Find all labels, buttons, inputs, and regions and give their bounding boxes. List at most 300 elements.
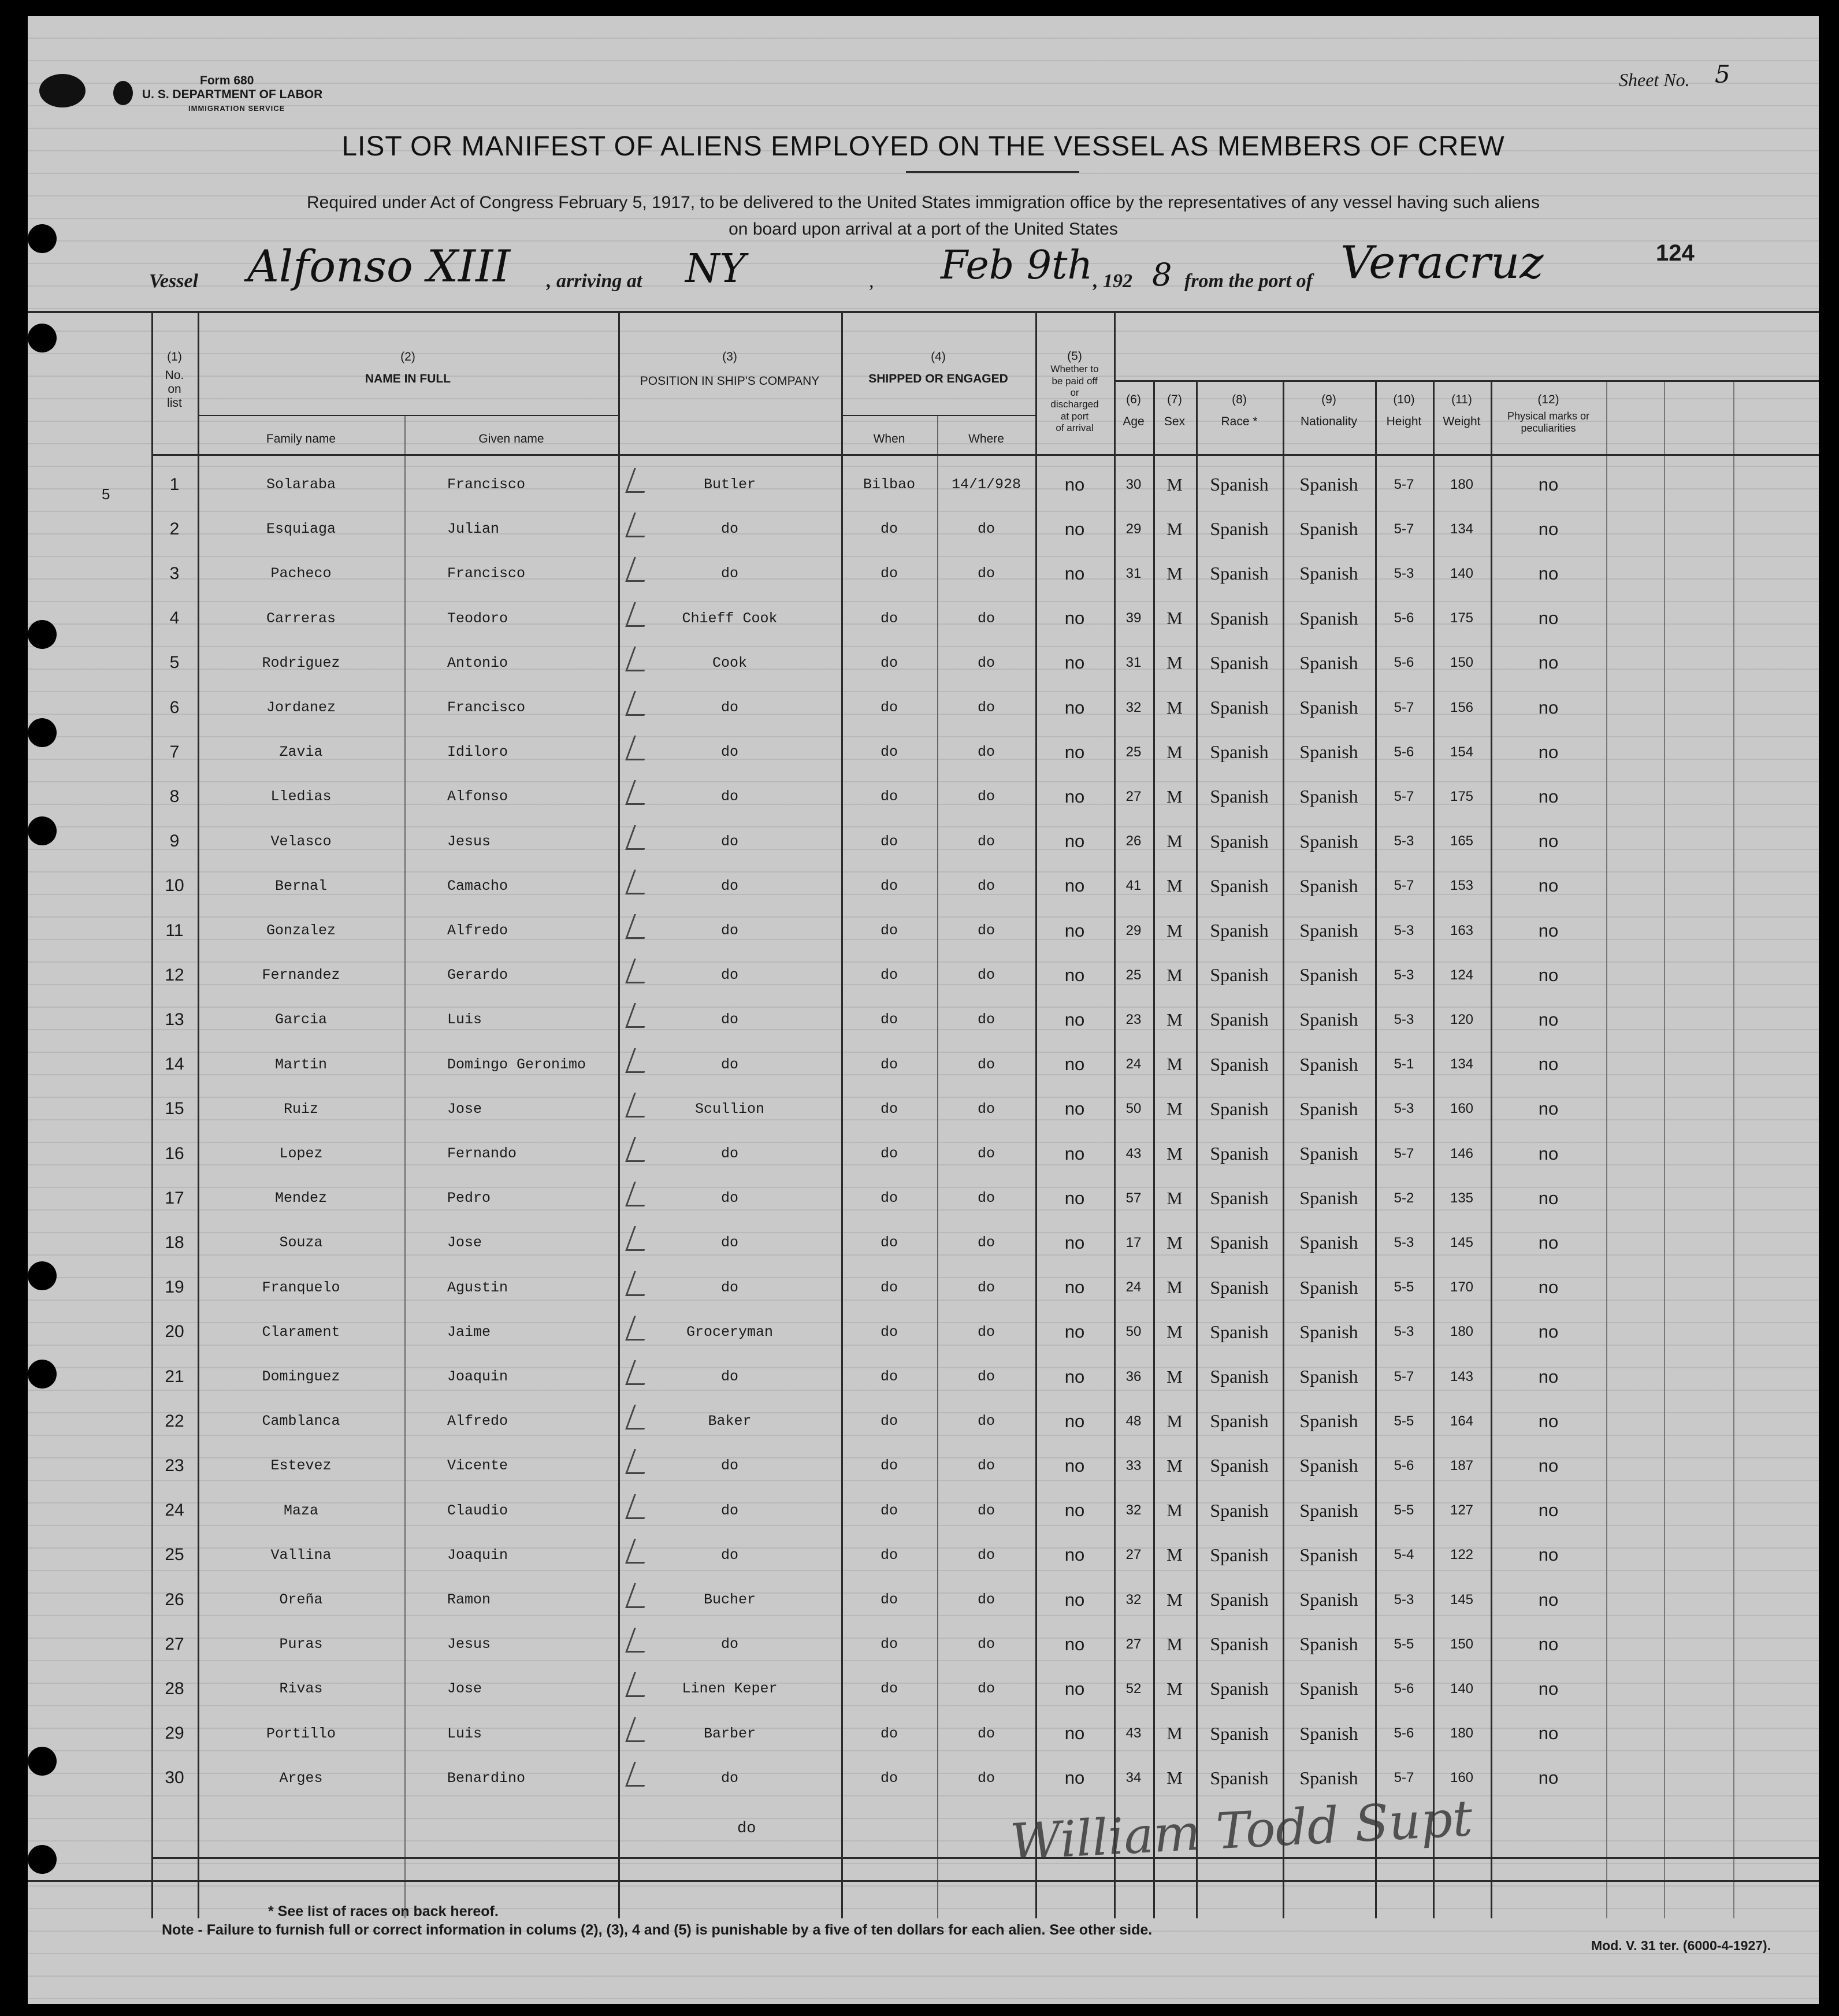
height: 5-7 <box>1394 878 1414 894</box>
height: 5-6 <box>1394 1680 1414 1696</box>
race: Spanish <box>1210 1678 1269 1699</box>
paid-off: no <box>1064 1321 1085 1342</box>
race: Spanish <box>1210 830 1269 852</box>
race: Spanish <box>1210 474 1269 495</box>
races-note: * See list of races on back hereof. <box>268 1903 499 1920</box>
table-row <box>28 1666 1819 1711</box>
race: Spanish <box>1210 1544 1269 1565</box>
sex: M <box>1166 964 1183 985</box>
shipped-when: do <box>880 1011 898 1029</box>
vessel-line-rule <box>28 311 1819 313</box>
given-name: Jaime <box>447 1323 491 1341</box>
shipped-where: do <box>977 1279 995 1296</box>
weight: 180 <box>1450 476 1474 492</box>
paid-off: no <box>1064 1098 1085 1119</box>
given-name: Francisco <box>447 565 526 582</box>
shipped-when: do <box>880 699 898 716</box>
family-name: Zavia <box>279 744 323 761</box>
master-signature: William Todd Supt <box>1008 1789 1474 1872</box>
table-row <box>28 1399 1819 1443</box>
table-row <box>28 462 1819 507</box>
row-number: 18 <box>165 1232 184 1252</box>
physical-marks: no <box>1538 1366 1559 1387</box>
shipped-when: do <box>880 1145 898 1162</box>
race: Spanish <box>1210 964 1269 986</box>
race: Spanish <box>1210 1143 1269 1164</box>
age: 32 <box>1125 1591 1142 1607</box>
position: do <box>720 1234 738 1252</box>
table-row <box>28 1042 1819 1087</box>
position: do <box>720 1011 738 1029</box>
family-name: Esquiaga <box>266 521 336 538</box>
race: Spanish <box>1210 1410 1269 1432</box>
form-model-number: Mod. V. 31 ter. (6000-4-1927). <box>1591 1938 1771 1953</box>
family-name: Vallina <box>270 1546 332 1564</box>
nationality: Spanish <box>1299 1276 1358 1298</box>
table-row <box>28 953 1819 997</box>
given-name: Teodoro <box>447 610 508 627</box>
height: 5-3 <box>1394 1324 1414 1340</box>
family-name: Lledias <box>270 788 332 805</box>
shipped-where: do <box>977 1011 995 1029</box>
row-number: 30 <box>165 1768 184 1788</box>
shipped-when: do <box>880 1056 898 1073</box>
family-name: Carreras <box>266 610 336 627</box>
nationality: Spanish <box>1299 1455 1358 1476</box>
age: 23 <box>1125 1011 1142 1027</box>
race: Spanish <box>1210 741 1269 763</box>
shipped-when: do <box>880 1636 898 1653</box>
weight: 146 <box>1450 1145 1474 1161</box>
shipped-when: do <box>880 744 898 761</box>
col-header-shipped: (4) SHIPPED OR ENGAGED <box>868 350 1008 386</box>
row-number: 23 <box>165 1456 184 1475</box>
age: 43 <box>1125 1725 1142 1742</box>
height: 5-7 <box>1394 1770 1414 1786</box>
family-name: Dominguez <box>262 1368 340 1385</box>
given-name: Francisco <box>447 476 526 493</box>
physical-marks: no <box>1538 1232 1559 1253</box>
given-name: Alfredo <box>447 922 508 939</box>
sex: M <box>1166 474 1183 495</box>
shipped-when: do <box>880 1190 898 1207</box>
weight: 150 <box>1450 655 1474 671</box>
table-row <box>28 685 1819 730</box>
paid-off: no <box>1064 1366 1085 1387</box>
shipped-when: do <box>880 654 898 671</box>
paid-off: no <box>1064 741 1085 762</box>
height: 5-3 <box>1394 1011 1414 1027</box>
shipped-when: do <box>880 1323 898 1341</box>
sex: M <box>1166 608 1183 629</box>
shipped-where: do <box>977 699 995 716</box>
height: 5-3 <box>1394 833 1414 849</box>
nationality: Spanish <box>1299 518 1358 540</box>
col-header-when: When <box>873 432 905 445</box>
height: 5-7 <box>1394 788 1414 804</box>
shipped-where: do <box>977 1100 995 1117</box>
height: 5-3 <box>1394 1591 1414 1607</box>
given-name: Jose <box>447 1100 482 1117</box>
paid-off: no <box>1064 920 1085 941</box>
age: 41 <box>1125 878 1142 894</box>
physical-marks: no <box>1538 1500 1559 1521</box>
note-label: Note <box>162 1922 194 1938</box>
row-number: 3 <box>169 563 180 583</box>
sex: M <box>1166 1545 1183 1565</box>
shipped-where: do <box>977 1502 995 1519</box>
row-number: 27 <box>165 1634 184 1654</box>
shipped-when: do <box>880 833 898 850</box>
col-header-height: (10) Height <box>1386 393 1422 429</box>
shipped-where: do <box>977 967 995 984</box>
family-name: Clarament <box>262 1323 340 1341</box>
weight: 156 <box>1450 699 1474 715</box>
table-row <box>28 1488 1819 1533</box>
table-row <box>28 1310 1819 1354</box>
nationality: Spanish <box>1299 607 1358 629</box>
height: 5-6 <box>1394 610 1414 626</box>
arriving-port: NY <box>685 246 746 292</box>
shipped-when: do <box>880 1546 898 1564</box>
given-name: Claudio <box>447 1502 508 1519</box>
table-row <box>28 1131 1819 1176</box>
shipped-where: do <box>977 1056 995 1073</box>
age: 39 <box>1125 610 1142 626</box>
table-bottom-rule <box>151 1857 1819 1859</box>
race: Spanish <box>1210 1321 1269 1342</box>
physical-marks: no <box>1538 1410 1559 1431</box>
given-name: Jesus <box>447 833 491 850</box>
family-name: Camblanca <box>262 1413 340 1430</box>
table-row <box>28 1265 1819 1310</box>
physical-marks: no <box>1538 652 1559 673</box>
age: 17 <box>1125 1234 1142 1250</box>
table-row <box>28 864 1819 908</box>
manifest-sheet <box>28 16 1819 2004</box>
physical-marks: no <box>1538 1723 1559 1744</box>
table-row <box>28 997 1819 1042</box>
physical-marks: no <box>1538 741 1559 762</box>
shipped-where: do <box>977 922 995 939</box>
shipped-where: do <box>977 1591 995 1608</box>
weight: 122 <box>1450 1547 1474 1563</box>
given-name: Luis <box>447 1011 482 1029</box>
position: Butler <box>703 476 756 493</box>
row-number: 7 <box>169 742 180 762</box>
height: 5-4 <box>1394 1547 1414 1563</box>
position: do <box>720 744 738 761</box>
paid-off: no <box>1064 1500 1085 1521</box>
sex: M <box>1166 697 1183 718</box>
sex: M <box>1166 875 1183 896</box>
height: 5-7 <box>1394 699 1414 715</box>
col-header-position: (3) POSITION IN SHIP'S COMPANY <box>640 350 820 388</box>
subtitle-line-1: Required under Act of Congress February 5, 1917, to be delivered to the United States immigration office by the representatives of any vessel having such aliens <box>307 193 1540 212</box>
row-number: 8 <box>169 786 180 806</box>
row-number: 24 <box>165 1501 184 1520</box>
paid-off: no <box>1064 1768 1085 1788</box>
weight: 124 <box>1450 967 1474 983</box>
weight: 140 <box>1450 565 1474 581</box>
family-name: Martin <box>274 1056 327 1073</box>
paid-off: no <box>1064 1633 1085 1654</box>
arriving-label: , arriving at <box>547 270 642 292</box>
sex: M <box>1166 1768 1183 1788</box>
shipped-when: do <box>880 877 898 894</box>
position: do <box>720 1190 738 1207</box>
shipped-where: do <box>977 1413 995 1430</box>
grid-line <box>841 415 1035 416</box>
family-name: Rodriguez <box>262 654 340 671</box>
nationality: Spanish <box>1299 964 1358 986</box>
weight: 134 <box>1450 1056 1474 1072</box>
col-header-nationality: (9) Nationality <box>1300 393 1358 429</box>
age: 24 <box>1125 1279 1142 1295</box>
ink-blot <box>113 81 133 105</box>
physical-marks: no <box>1538 964 1559 985</box>
position: Cook <box>712 654 747 671</box>
race: Spanish <box>1210 1187 1269 1209</box>
weight: 170 <box>1450 1279 1474 1295</box>
family-name: Fernandez <box>262 967 340 984</box>
family-name: Garcia <box>274 1011 327 1029</box>
sex: M <box>1166 1277 1183 1298</box>
col-header-family-name: Family name <box>266 432 336 445</box>
table-row <box>28 551 1819 596</box>
given-name: Jose <box>447 1234 482 1252</box>
sex: M <box>1166 563 1183 584</box>
paid-off: no <box>1064 875 1085 896</box>
shipped-where: do <box>977 1457 995 1475</box>
row-number: 22 <box>165 1411 184 1431</box>
sex: M <box>1166 1455 1183 1476</box>
age: 24 <box>1125 1056 1142 1072</box>
shipped-when: do <box>880 788 898 805</box>
age: 50 <box>1125 1324 1142 1340</box>
from-port-label: from the port of <box>1184 270 1313 292</box>
given-name: Joaquin <box>447 1368 508 1385</box>
race: Spanish <box>1210 563 1269 584</box>
given-name: Alfredo <box>447 1413 508 1430</box>
table-row <box>28 730 1819 774</box>
family-name: Oreña <box>279 1591 323 1608</box>
shipped-when: do <box>880 1234 898 1252</box>
physical-marks: no <box>1538 1187 1559 1208</box>
sex: M <box>1166 1187 1183 1208</box>
family-name: Velasco <box>270 833 332 850</box>
shipped-when: do <box>880 521 898 538</box>
nationality: Spanish <box>1299 1589 1358 1610</box>
height: 5-7 <box>1394 476 1414 492</box>
physical-marks: no <box>1538 518 1559 539</box>
age: 48 <box>1125 1413 1142 1429</box>
weight: 153 <box>1450 878 1474 894</box>
table-row <box>28 1220 1819 1265</box>
shipped-when: do <box>880 1725 898 1742</box>
row-number: 11 <box>165 920 184 940</box>
row-number: 17 <box>165 1188 184 1208</box>
shipped-when: do <box>880 1591 898 1608</box>
given-name: Ramon <box>447 1591 491 1608</box>
shipped-where: 14/1/928 <box>951 476 1021 493</box>
shipped-where: do <box>977 877 995 894</box>
weight: 175 <box>1450 610 1474 626</box>
age: 31 <box>1125 655 1142 671</box>
family-name: Arges <box>279 1769 323 1787</box>
nationality: Spanish <box>1299 920 1358 941</box>
position: Linen Keper <box>682 1680 778 1698</box>
row-number: 5 <box>169 653 180 673</box>
row-number: 20 <box>165 1322 184 1342</box>
from-port: Veracruz <box>1340 237 1544 289</box>
shipped-where: do <box>977 1546 995 1564</box>
position: Barber <box>703 1725 756 1742</box>
weight: 150 <box>1450 1636 1474 1652</box>
shipped-when: do <box>880 1502 898 1519</box>
height: 5-1 <box>1394 1056 1414 1072</box>
arrival-date: Feb 9th <box>941 243 1093 288</box>
paid-off: no <box>1064 1455 1085 1476</box>
race: Spanish <box>1210 1366 1269 1387</box>
race: Spanish <box>1210 1232 1269 1253</box>
shipped-where: do <box>977 610 995 627</box>
col-header-where: Where <box>968 432 1004 445</box>
row-number: 6 <box>169 697 180 717</box>
weight: 165 <box>1450 833 1474 849</box>
position: do <box>720 877 738 894</box>
race: Spanish <box>1210 875 1269 896</box>
age: 36 <box>1125 1368 1142 1384</box>
physical-marks: no <box>1538 474 1559 495</box>
weight: 180 <box>1450 1725 1474 1742</box>
physical-marks: no <box>1538 1009 1559 1030</box>
position: do <box>720 1769 738 1787</box>
height: 5-5 <box>1394 1279 1414 1295</box>
vessel-name: Alfonso XIII <box>247 240 511 292</box>
position: do <box>720 1636 738 1653</box>
paid-off: no <box>1064 608 1085 629</box>
nationality: Spanish <box>1299 1767 1358 1788</box>
given-name: Jesus <box>447 1636 491 1653</box>
race: Spanish <box>1210 607 1269 629</box>
binder-hole <box>28 1845 57 1874</box>
vessel-label: Vessel <box>149 270 198 292</box>
sex: M <box>1166 1723 1183 1744</box>
physical-marks: no <box>1538 831 1559 852</box>
col-header-sex: (7) Sex <box>1164 393 1186 429</box>
department-name: U. S. DEPARTMENT OF LABOR <box>142 88 323 101</box>
paid-off: no <box>1064 831 1085 852</box>
sex: M <box>1166 1500 1183 1521</box>
shipped-when: do <box>880 1368 898 1385</box>
nationality: Spanish <box>1299 1009 1358 1030</box>
sex: M <box>1166 831 1183 852</box>
physical-marks: no <box>1538 786 1559 807</box>
race: Spanish <box>1210 518 1269 540</box>
age: 34 <box>1125 1770 1142 1786</box>
age: 30 <box>1125 476 1142 492</box>
shipped-when: Bilbao <box>863 476 915 493</box>
date-separator: , <box>869 270 874 292</box>
weight: 164 <box>1450 1413 1474 1429</box>
paid-off: no <box>1064 474 1085 495</box>
family-name: Jordanez <box>266 699 336 716</box>
sex: M <box>1166 1009 1183 1030</box>
height: 5-2 <box>1394 1190 1414 1206</box>
weight: 160 <box>1450 1770 1474 1786</box>
weight: 145 <box>1450 1591 1474 1607</box>
height: 5-3 <box>1394 1101 1414 1117</box>
physical-marks: no <box>1538 875 1559 896</box>
paid-off: no <box>1064 1054 1085 1075</box>
physical-marks: no <box>1538 1054 1559 1075</box>
paid-off: no <box>1064 652 1085 673</box>
weight: 145 <box>1450 1234 1474 1250</box>
physical-marks: no <box>1538 920 1559 941</box>
binder-hole <box>28 324 57 352</box>
weight: 143 <box>1450 1368 1474 1384</box>
nationality: Spanish <box>1299 1499 1358 1521</box>
given-name: Fernando <box>447 1145 517 1162</box>
given-name: Julian <box>447 521 500 538</box>
stamp-number: 124 <box>1656 240 1695 266</box>
weight: 163 <box>1450 922 1474 938</box>
physical-marks: no <box>1538 1321 1559 1342</box>
nationality: Spanish <box>1299 1633 1358 1655</box>
row-number: 28 <box>165 1679 184 1698</box>
age: 31 <box>1125 565 1142 581</box>
position: do <box>720 922 738 939</box>
race: Spanish <box>1210 1276 1269 1298</box>
year-digit: 8 <box>1152 257 1172 293</box>
race: Spanish <box>1210 697 1269 718</box>
nationality: Spanish <box>1299 786 1358 807</box>
sex: M <box>1166 1098 1183 1119</box>
age: 50 <box>1125 1101 1142 1117</box>
shipped-where: do <box>977 1190 995 1207</box>
age: 32 <box>1125 699 1142 715</box>
paid-off: no <box>1064 786 1085 807</box>
table-row <box>28 1087 1819 1131</box>
race: Spanish <box>1210 1009 1269 1030</box>
family-name: Gonzalez <box>266 922 336 939</box>
physical-marks: no <box>1538 1768 1559 1788</box>
nationality: Spanish <box>1299 1722 1358 1744</box>
shipped-where: do <box>977 521 995 538</box>
shipped-when: do <box>880 1413 898 1430</box>
position: do <box>720 1546 738 1564</box>
table-row <box>28 1533 1819 1577</box>
race: Spanish <box>1210 1499 1269 1521</box>
physical-marks: no <box>1538 563 1559 584</box>
penalty-note <box>162 1922 1152 1939</box>
position: Chieff Cook <box>682 610 778 627</box>
nationality: Spanish <box>1299 697 1358 718</box>
position: do <box>720 1368 738 1385</box>
nationality: Spanish <box>1299 741 1358 763</box>
height: 5-6 <box>1394 1725 1414 1742</box>
given-name: Domingo Geronimo <box>447 1056 586 1073</box>
position: do <box>720 1502 738 1519</box>
col-header-weight: (11) Weight <box>1443 393 1481 429</box>
sex: M <box>1166 1321 1183 1342</box>
table-row <box>28 507 1819 551</box>
height: 5-5 <box>1394 1502 1414 1519</box>
given-name: Joaquin <box>447 1546 508 1564</box>
age: 29 <box>1125 922 1142 938</box>
position: Baker <box>708 1413 752 1430</box>
